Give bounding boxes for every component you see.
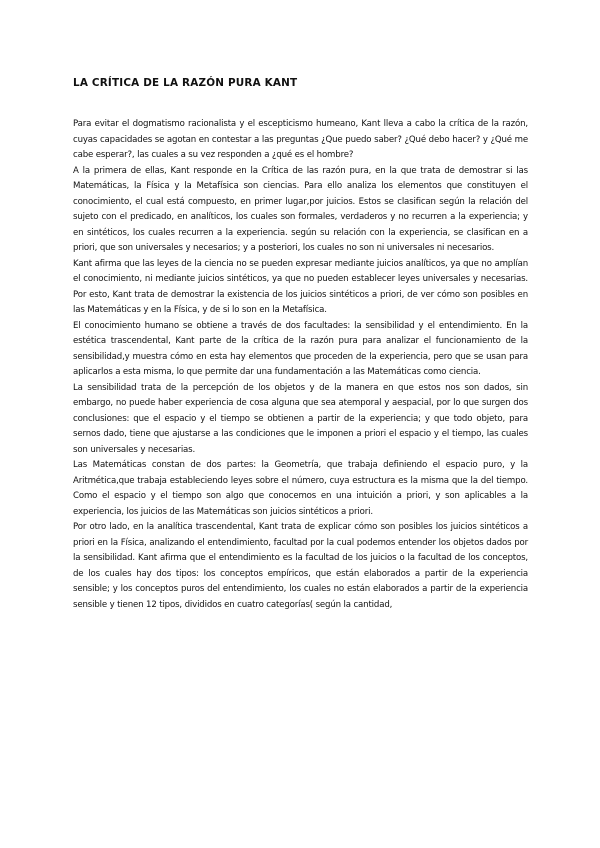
- paragraph-6: Las Matemáticas constan de dos partes: la Geometría, que trabaja definiendo el espacio puro, y la Aritmética,que trabaja estableciendo leyes sobre el número, cuya estructura es la misma que la del tiempo. Como el espacio y el tiempo son algo que conocemos en una intuición a priori, y son aplicables a la experiencia, los juicios de las Matemáticas son juicios sintéticos a priori.: [73, 460, 528, 517]
- paragraph-1: Para evitar el dogmatismo racionalista y el escepticismo humeano, Kant lleva a cabo la crítica de la razón, cuyas capacidades se agotan en contestar a las preguntas ¿Que puedo saber? ¿Qué debo hacer? y ¿Qué me cabe esperar?, las cuales a su vez responden a ¿qué es el hombre?: [73, 119, 528, 160]
- paragraph-3: Kant afirma que las leyes de la ciencia no se pueden expresar mediante juicios analíticos, ya que no amplían el conocimiento, ni mediante juicios sintéticos, ya que no pueden establecer leyes universales y necesarias. Por esto, Kant trata de demostrar la existencia de los juicios sintéticos a priori, de ver cómo son posibles en las Matemáticas y en la Física, y de si lo son en la Metafísica.: [73, 258, 528, 315]
- paragraph-2: A la primera de ellas, Kant responde en la Crítica de las razón pura, en la que trata de demostrar si las Matemáticas, la Física y la Metafísica son ciencias. Para ello analiza los elementos que constituyen el conocimiento, el cual está compuesto, en primer lugar,por juicios. Estos se clasifican según la relación del sujeto con el predicado, en analíticos, los cuales son formales, verdaderos y no recurren a la experiencia; y en sintéticos, los cuales recurren a la experiencia. según su relación con la experiencia, se clasifican en a priori, que son universales y necesarios; y a posteriori, los cuales no son ni universales ni necesarios.: [73, 165, 528, 253]
- document-title: LA CRÍTICA DE LA RAZÓN PURA KANT: [73, 77, 298, 89]
- paragraph-4: El conocimiento humano se obtiene a través de dos facultades: la sensibilidad y el entendimiento. En la estética trascendental, Kant parte de la crítica de la razón pura para analizar el funcionamiento de la sensibilidad,y muestra cómo en esta hay elementos que proceden de la experiencia, pero que se usan para aplicarlos a esta misma, lo que permite dar una fundamentación a las Matemáticas como ciencia.: [73, 320, 528, 377]
- paragraph-5: La sensibilidad trata de la percepción de los objetos y de la manera en que estos nos son dados, sin embargo, no puede haber experiencia de cosa alguna que sea atemporal y aespacial, por lo que surgen dos conclusiones: que el espacio y el tiempo se obtienen a partir de la experiencia; y que todo objeto, para sernos dado, tiene que ajustarse a las condiciones que le imponen a priori el espacio y el tiempo, las cuales son universales y necesarias.: [73, 382, 528, 455]
- paragraph-7: Por otro lado, en la analítica trascendental, Kant trata de explicar cómo son posibles los juicios sintéticos a priori en la Física, analizando el entendimiento, facultad por la cual podemos entender los objetos dados por la sensibilidad. Kant afirma que el entendimiento es la facultad de los juicios o la facultad de los conceptos, de los cuales hay dos tipos: los conceptos empíricos, que están elaborados a partir de la experiencia sensible; y los conceptos puros del entendimiento, los cuales no están elaborados a partir de la experiencia sensible y tienen 12 tipos, divididos en cuatro categorías( según la cantidad,: [73, 522, 528, 610]
